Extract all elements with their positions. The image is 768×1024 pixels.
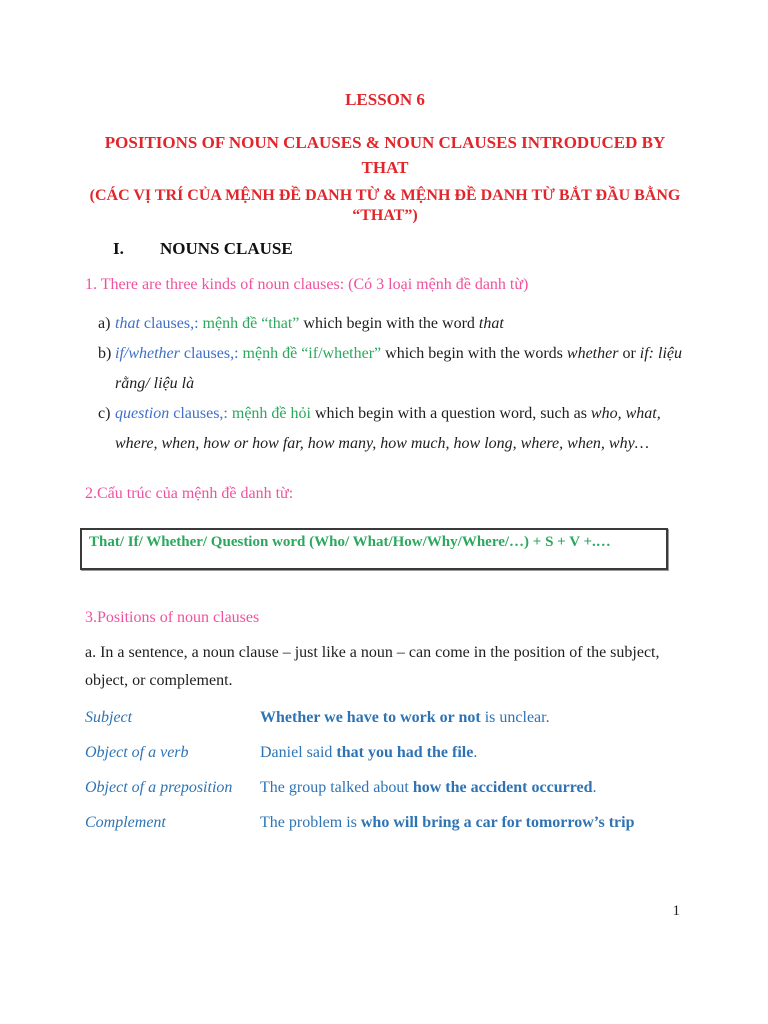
table-row: [85, 735, 685, 770]
page-number: 1: [672, 903, 680, 919]
item-text: question clauses,: mệnh đề hỏi which begin with a question word, such as who, what, where, when, how or how far, how many, how much, how long, where, when, why…: [115, 405, 665, 452]
list-item-that-clauses: [85, 309, 685, 339]
row-label: Complement: [85, 814, 166, 831]
positions-table: [85, 700, 685, 840]
formula-box: [80, 528, 668, 570]
item-marker: b): [98, 345, 112, 362]
row-label: Object of a verb: [85, 744, 189, 761]
table-row: [85, 805, 685, 840]
subtitle-vietnamese: (CÁC VỊ TRÍ CỦA MỆNH ĐỀ DANH TỪ & MỆNH ĐỀ DANH TỪ BẮT ĐẦU BẰNG “THAT”): [89, 187, 681, 224]
formula-text: That/ If/ Whether/ Question word (Who/ What/How/Why/Where/…) + S + V +.…: [89, 534, 611, 550]
main-title: POSITIONS OF NOUN CLAUSES & NOUN CLAUSES INTRODUCED BY THAT: [104, 133, 666, 177]
row-label: Subject: [85, 709, 133, 726]
kinds-list: [85, 309, 685, 459]
item-text: that clauses,: mệnh đề “that” which begin with the word that: [115, 315, 504, 332]
row-sentence: Daniel said that you had the file.: [260, 744, 478, 761]
table-row: [85, 770, 685, 805]
row-sentence: Whether we have to work or not is unclear.: [260, 709, 550, 726]
row-sentence: The problem is who will bring a car for tomorrow’s trip: [260, 814, 635, 831]
section-roman-numeral: I.: [113, 239, 124, 258]
positions-intro-paragraph: a. In a sentence, a noun clause – just like a noun – can come in the position of the subject, object, or complement.: [85, 644, 660, 689]
lesson-title: LESSON 6: [345, 90, 425, 109]
row-label: Object of a preposition: [85, 779, 233, 796]
item-text: if/whether clauses,: mệnh đề “if/whether” which begin with the words whether or if: liệu rằng/ liệu là: [115, 345, 686, 392]
structure-heading: 2.Cấu trúc của mệnh đề danh từ:: [85, 485, 294, 502]
table-row: [85, 700, 685, 735]
section-title: NOUNS CLAUSE: [160, 239, 293, 258]
positions-heading: 3.Positions of noun clauses: [85, 609, 260, 626]
row-sentence: The group talked about how the accident occurred.: [260, 779, 597, 796]
item-marker: c): [98, 405, 111, 422]
kinds-heading: 1. There are three kinds of noun clauses: (Có 3 loại mệnh đề danh từ): [85, 276, 529, 293]
section-heading-nouns-clause: [85, 239, 685, 259]
list-item-if-whether-clauses: [85, 339, 685, 399]
item-marker: a): [98, 315, 111, 332]
list-item-question-clauses: [85, 399, 685, 459]
